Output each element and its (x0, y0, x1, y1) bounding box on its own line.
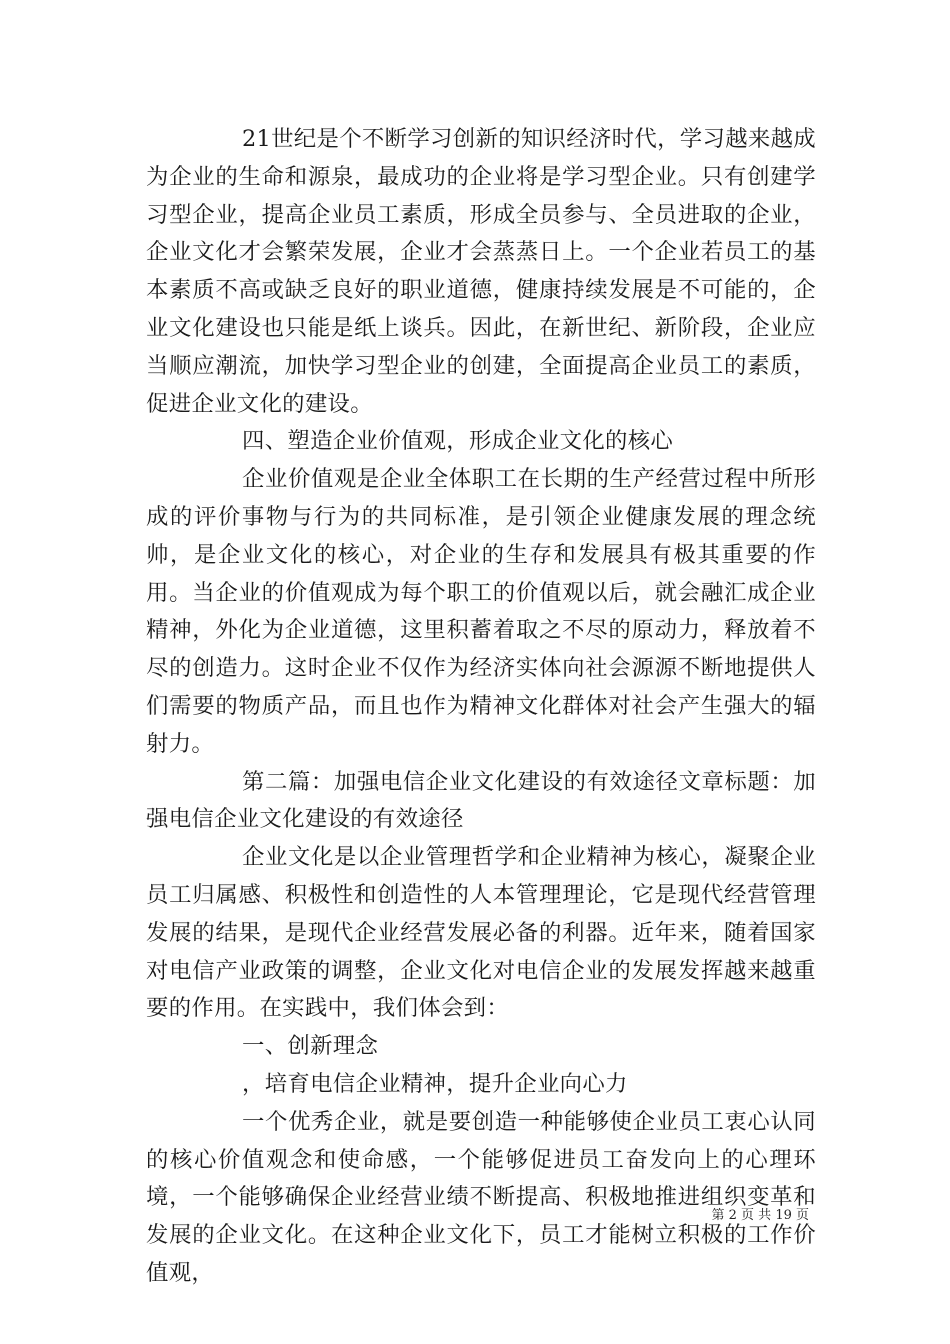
paragraph-culture-definition: 企业文化是以企业管理哲学和企业精神为核心，凝聚企业员工归属感、积极性和创造性的人本管理理论，它是现代经营管理发展的结果，是现代企业经营发展必备的利器。近年来，随着国家对电信产业政策的调整，企业文化对电信企业的发展发挥越来越重要的作用。在实践中，我们体会到： (146, 844, 816, 1022)
section-heading-innovation: 一、创新理念 (242, 1033, 379, 1060)
subheading-telecom-spirit: ，培育电信企业精神，提升企业向心力 (242, 1070, 628, 1097)
document-body (146, 121, 816, 1293)
article-title-telecom-culture: 第二篇：加强电信企业文化建设的有效途径文章标题：加强电信企业文化建设的有效途径 (146, 768, 816, 833)
page-number-footer: 第 2 页 共 19 页 (711, 1208, 809, 1223)
section-heading-values: 四、塑造企业价值观，形成企业文化的核心 (242, 428, 674, 455)
paragraph-enterprise-values: 企业价值观是企业全体职工在长期的生产经营过程中所形成的评价事物与行为的共同标准，是引领企业健康发展的理念统帅，是企业文化的核心，对企业的生存和发展具有极其重要的作用。当企业的价值观成为每个职工的价值观以后，就会融汇成企业精神，外化为企业道德，这里积蓄着取之不尽的原动力，释放着不尽的创造力。这时企业不仅作为经济实体向社会源源不断地提供人们需要的物质产品，而且也作为精神文化群体对社会产生强大的辐射力。 (146, 466, 816, 757)
paragraph-excellent-enterprise: 一个优秀企业，就是要创造一种能够使企业员工衷心认同的核心价值观念和使命感，一个能够促进员工奋发向上的心理环境，一个能够确保企业经营业绩不断提高、积极地推进组织变革和发展的企业文化。在这种企业文化下，员工才能树立积极的工作价值观， (146, 1108, 816, 1286)
paragraph-learning-organization: 21世纪是个不断学习创新的知识经济时代，学习越来越成为企业的生命和源泉，最成功的企业将是学习型企业。只有创建学习型企业，提高企业员工素质，形成全员参与、全员进取的企业，企业文化才会繁荣发展，企业才会蒸蒸日上。一个企业若员工的基本素质不高或缺乏良好的职业道德，健康持续发展是不可能的，企业文化建设也只能是纸上谈兵。因此，在新世纪、新阶段，企业应当顺应潮流，加快学习型企业的创建，全面提高企业员工的素质，促进企业文化的建设。 (146, 126, 816, 417)
